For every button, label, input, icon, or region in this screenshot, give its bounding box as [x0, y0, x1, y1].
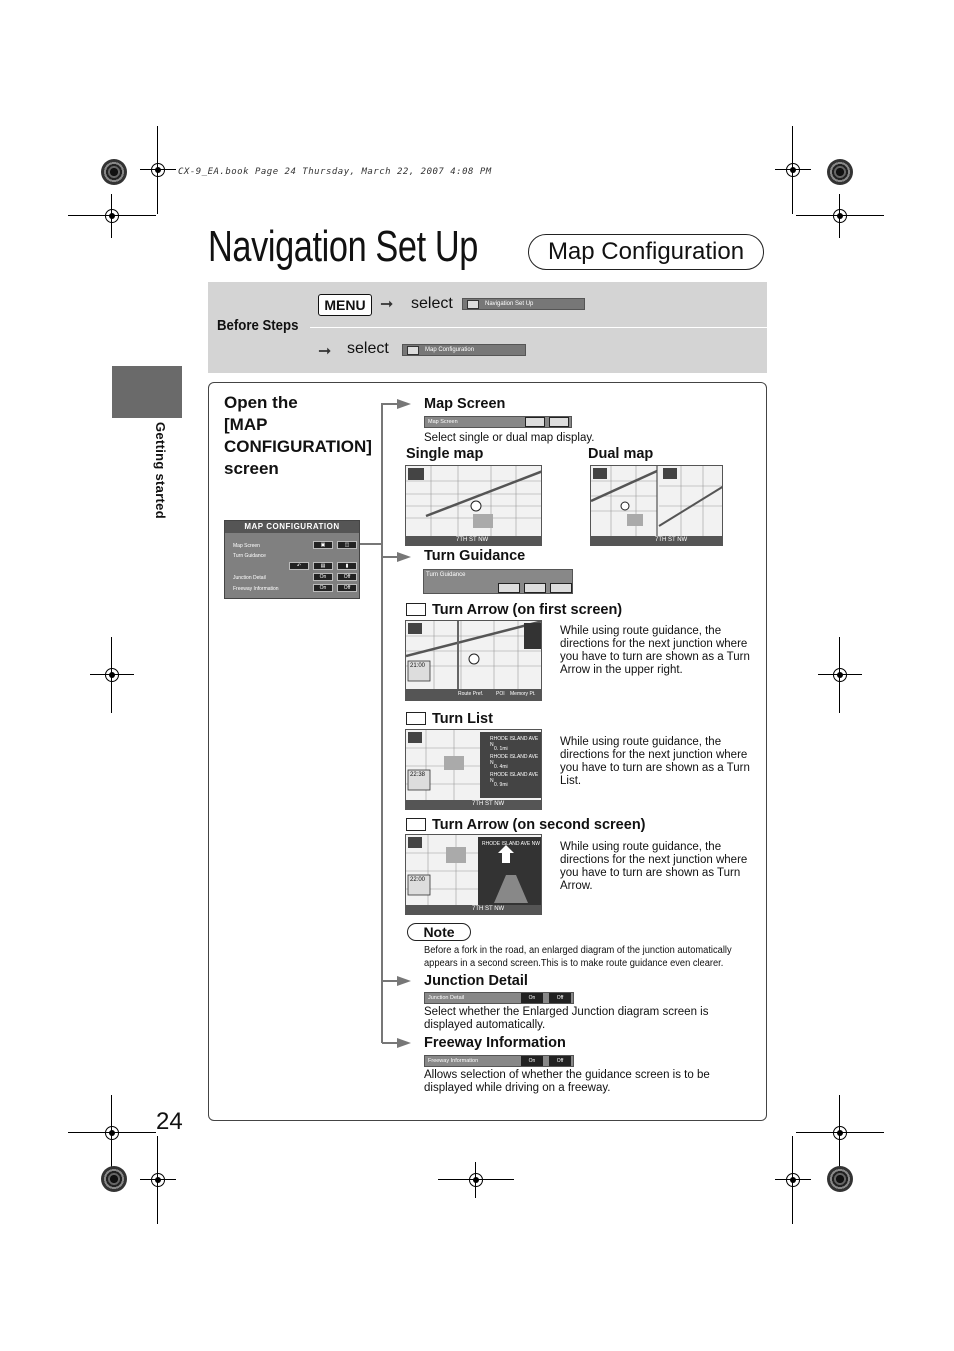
dual-map-option: ◫ [337, 541, 357, 549]
arrow-right-icon [397, 1038, 411, 1048]
turn-list-option-icon [524, 583, 546, 593]
nav-setup-bar-label: Navigation Set Up [485, 301, 534, 307]
turn-list-item: RHODE ISLAND AVE N [490, 754, 539, 766]
freeway-info-bar [424, 1055, 574, 1067]
turn-arrow-second-image [405, 834, 542, 915]
junction-off-option: Off [549, 993, 571, 1003]
turn-arrow-option-icon [498, 583, 520, 593]
dialog-row: Freeway Information [233, 586, 279, 592]
color-rosette-icon [827, 1166, 853, 1192]
turn-arrow-first-icon [406, 603, 426, 616]
freeway-off-option: Off [549, 1056, 571, 1066]
color-rosette-icon [827, 159, 853, 185]
connector [360, 543, 382, 545]
junction-on-option: On [521, 993, 543, 1003]
map-screen-bar [424, 416, 572, 428]
dual-map-label: Dual map [588, 446, 654, 462]
menu-key: MENU [318, 294, 372, 316]
note-label: Note [407, 923, 471, 941]
turn-guidance-heading: Turn Guidance [424, 548, 526, 564]
turn-arrow-panel-title: RHODE ISLAND AVE NW [482, 841, 540, 847]
poi-button: POI [496, 691, 505, 697]
turn-list-option: ▤ [313, 562, 333, 570]
open-line-2: [MAP [224, 415, 268, 434]
dialog-row: Turn Guidance [233, 553, 266, 559]
turn-arrow-second-icon [406, 818, 426, 831]
dual-map-image [590, 465, 723, 546]
dual-map-icon [549, 417, 569, 427]
turn-arrow-second-drawing [406, 835, 542, 915]
on-option: On [313, 584, 333, 592]
map-config-bar [402, 344, 526, 356]
map-screen-desc: Select single or dual map display. [424, 432, 595, 444]
freeway-on-option: On [521, 1056, 543, 1066]
off-option: Off [337, 584, 357, 592]
nav-setup-bar [462, 298, 585, 310]
single-map-drawing [406, 466, 542, 546]
turn-guidance-bar [423, 569, 573, 594]
dialog-title: MAP CONFIGURATION [225, 521, 359, 533]
on-option: On [313, 573, 333, 581]
turn-arrow-second-option-icon [550, 583, 572, 593]
turn-arrow-second-time: 22:00 [410, 877, 426, 883]
print-header: CX-9_EA.book Page 24 Thursday, March 22, 2007 4:08 PM [178, 167, 492, 177]
turn-list-distance: 0. 9mi [494, 782, 508, 788]
chapter-label: Getting started [153, 422, 168, 519]
arrow-right-icon [397, 399, 411, 409]
turn-list-distance: 0. 1mi [494, 746, 508, 752]
open-screen-heading [224, 392, 374, 480]
turn-arrow-second-street: 7TH ST NW [472, 906, 505, 912]
connector [381, 403, 383, 1043]
memory-pt-button: Memory Pt. [510, 691, 536, 697]
open-line-1: Open the [224, 393, 298, 412]
junction-detail-desc: Select whether the Enlarged Junction diagram screen is displayed automatically. [424, 1006, 709, 1031]
junction-detail-bar-label: Junction Detail [428, 995, 465, 1001]
select-text: select [411, 295, 453, 312]
page-title: Navigation Set Up [208, 222, 479, 271]
map-screen-bar-label: Map Screen [428, 419, 458, 425]
turn-arrow-option: ↶ [289, 562, 309, 570]
turn-list-icon [406, 712, 426, 725]
turn-arrow-first-drawing [406, 621, 542, 701]
turn-list-distance: 0. 4mi [494, 764, 508, 770]
turn-arrow-first-heading: Turn Arrow (on first screen) [432, 602, 623, 618]
wrench-icon [467, 300, 479, 309]
page-number: 24 [156, 1108, 183, 1135]
turn-list-street: 7TH ST NW [472, 801, 505, 807]
turn-list-heading: Turn List [432, 711, 493, 727]
map-icon [407, 346, 419, 355]
freeway-info-desc: Allows selection of whether the guidance screen is to be displayed while driving on a freeway. [424, 1069, 710, 1094]
turn-list-time: 22:38 [410, 772, 426, 778]
single-map-icon [525, 417, 545, 427]
turn-list-item: RHODE ISLAND AVE N [490, 772, 539, 784]
open-line-3: CONFIGURATION] [224, 437, 372, 456]
dual-map-drawing [591, 466, 723, 546]
turn-list-desc: While using route guidance, the directions for the next junction where you have to turn are shown as a Turn List. [560, 736, 750, 787]
dialog-row: Junction Detail [233, 575, 266, 581]
arrow-right-icon: ➞ [318, 343, 332, 360]
select-text: select [347, 340, 389, 357]
arrow-right-icon [397, 976, 411, 986]
turn-arrow-second-heading: Turn Arrow (on second screen) [432, 817, 646, 833]
single-map-street: 7TH ST NW [456, 537, 489, 543]
chapter-tab [112, 366, 182, 418]
turn-arrow-second-desc: While using route guidance, the directions for the next junction where you have to turn are shown as Turn Arrow. [560, 841, 748, 892]
arrow-right-icon [397, 552, 411, 562]
turn-list-item: RHODE ISLAND AVE N [490, 736, 539, 748]
freeway-info-heading: Freeway Information [424, 1035, 566, 1051]
map-config-dialog [224, 520, 360, 599]
junction-detail-heading: Junction Detail [424, 973, 528, 989]
route-pref-button: Route Pref. [458, 691, 484, 697]
turn-arrow-first-time: 21:00 [410, 663, 426, 669]
junction-detail-bar [424, 992, 574, 1004]
color-rosette-icon [101, 1166, 127, 1192]
off-option: Off [337, 573, 357, 581]
turn-arrow-first-image [405, 620, 542, 701]
single-map-label: Single map [406, 446, 484, 462]
before-steps-label: Before Steps [217, 317, 299, 334]
freeway-info-bar-label: Freeway Information [428, 1058, 479, 1064]
single-map-option: ▣ [313, 541, 333, 549]
map-config-bar-label: Map Configuration [425, 347, 475, 353]
turn-guidance-bar-label: Turn Guidance [426, 572, 466, 578]
note-text: Before a fork in the road, an enlarged diagram of the junction automatically appears in a second screen.This is to make route guidance even clearer. [424, 945, 732, 969]
color-rosette-icon [101, 159, 127, 185]
section-title: Map Configuration [528, 234, 764, 270]
dual-map-street: 7TH ST NW [655, 537, 688, 543]
open-line-4: screen [224, 459, 279, 478]
single-map-image [405, 465, 542, 546]
divider [310, 327, 767, 328]
turn-arrow-first-desc: While using route guidance, the directions for the next junction where you have to turn are shown as a Turn Arrow in the upper right. [560, 625, 750, 676]
turn-arrow-second-option: ▮ [337, 562, 357, 570]
arrow-right-icon: ➞ [380, 296, 394, 313]
map-screen-heading: Map Screen [424, 396, 506, 412]
dialog-row: Map Screen [233, 543, 260, 549]
turn-list-image [405, 729, 542, 810]
